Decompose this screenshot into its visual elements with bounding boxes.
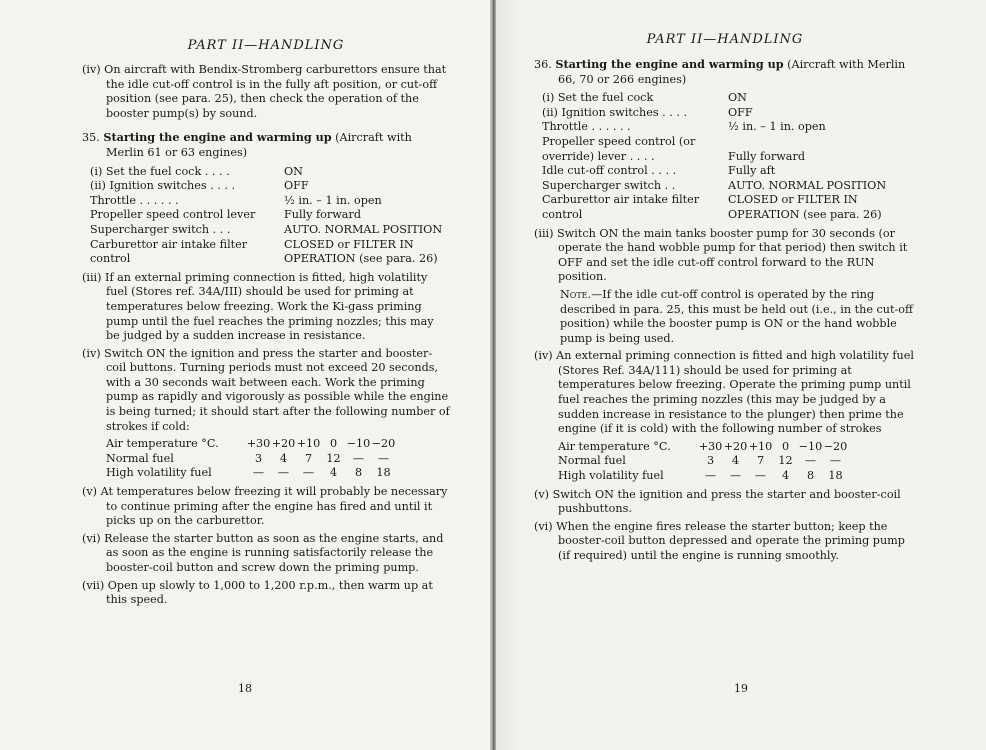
temp-cell: 0 [329, 437, 338, 451]
settings-row [82, 165, 450, 180]
temp-cell: −20 [823, 439, 848, 453]
strokes-header-label: Air temperature °C. [106, 437, 219, 451]
setting-value: CLOSED or FILTER IN OPERATION (see para. 26) [728, 193, 882, 221]
paragraph-v-ignition: (v) Switch ON the ignition and press the starter and booster-coil pushbuttons. [534, 487, 901, 516]
stroke-cell: 7 [756, 454, 765, 468]
settings-row [534, 164, 916, 179]
temp-cell: −20 [371, 437, 396, 451]
paragraph-vi-release: (vi) Release the starter button as soon as the engine starts, and as soon as the engine is running satisfactorily release the booster-coil button and screw down the priming pump. [82, 531, 444, 574]
page-number-right: 19 [734, 682, 748, 695]
setting-value: OFF [728, 105, 753, 119]
page-header-right: PART II—HANDLING [646, 32, 804, 47]
setting-label: Supercharger switch . . [542, 178, 676, 192]
stroke-cell: — [754, 469, 767, 483]
settings-row [82, 179, 450, 194]
note-paragraph [534, 288, 916, 346]
paragraph-iii-priming: (iii) If an external priming connection is fitted, high volatility fuel (Stores ref. 34A/III) should be used for priming at temperatures below freezing. Work the Ki-gass priming pump until the fuel reaches the priming nozzles; this may be judged by a sudden increase in resistance. [82, 270, 434, 343]
setting-label: Carburettor air intake filter control [90, 237, 248, 266]
stroke-cell: 7 [304, 451, 313, 465]
temp-cell: +20 [271, 437, 296, 451]
setting-value: OFF [284, 179, 309, 193]
stroke-cell: — [704, 469, 717, 483]
section-36-heading [534, 57, 916, 87]
setting-label: Throttle . . . . . . [90, 193, 179, 207]
setting-value: Fully forward [284, 208, 361, 222]
settings-row [82, 208, 450, 223]
section-36-subtitle: (Aircraft with Merlin 66, 70 or 266 engines) [558, 58, 906, 86]
stroke-cell: — [302, 466, 315, 480]
setting-value: ON [284, 164, 303, 178]
setting-value: AUTO. NORMAL POSITION [284, 222, 443, 236]
stroke-cell: 4 [781, 469, 790, 483]
settings-row [534, 135, 916, 164]
temp-cell: −10 [346, 437, 371, 451]
setting-label: (ii) Ignition switches . . . . [90, 179, 236, 193]
settings-row [534, 193, 916, 222]
stroke-cell: 3 [706, 454, 715, 468]
settings-row [82, 238, 450, 267]
setting-value: ½ in. – 1 in. open [284, 193, 382, 207]
strokes-high-row [106, 466, 396, 481]
stroke-cell: — [277, 466, 290, 480]
stroke-cell: — [729, 469, 742, 483]
stroke-cell: 18 [376, 466, 391, 480]
temp-cell: +30 [246, 437, 271, 451]
setting-label: Idle cut-off control . . . . [542, 164, 677, 178]
paragraph-iii-booster: (iii) Switch ON the main tanks booster pump for 30 seconds (or operate the hand wobble pump for that period) then switch it OFF and set the idle cut-off control forward to the RUN position. [534, 226, 908, 284]
stroke-cell: — [252, 466, 265, 480]
setting-value: ½ in. – 1 in. open [728, 120, 826, 134]
stroke-cell: 18 [828, 469, 843, 483]
temp-cell: +10 [296, 437, 321, 451]
stroke-cell: — [352, 451, 365, 465]
temp-cell: 0 [781, 439, 790, 453]
high-volatility-label: High volatility fuel [558, 469, 664, 483]
settings-row [82, 223, 450, 238]
settings-row [82, 194, 450, 209]
stroke-cell: 8 [354, 466, 363, 480]
strokes-normal-row [106, 452, 396, 467]
settings-table-right [534, 91, 916, 222]
setting-value: Fully aft [728, 164, 776, 178]
right-page [496, 0, 986, 750]
settings-row [534, 91, 916, 106]
section-35-title: Starting the engine and warming up [103, 130, 332, 145]
section-35-heading [82, 130, 450, 160]
strokes-header-row [558, 440, 848, 455]
strokes-header-label: Air temperature °C. [558, 439, 671, 453]
stroke-cell: 3 [254, 451, 263, 465]
stroke-cell: — [377, 451, 390, 465]
left-page [0, 0, 490, 750]
paragraph-iv-ignition: (iv) Switch ON the ignition and press the starter and booster-coil buttons. Turning periods must not exceed 20 seconds, with a 30 seconds wait between each. Work the priming pump as rapidly and vigorously as possible while the engine is being turned; it should start after the following number of strokes if cold: [82, 346, 450, 433]
setting-label: Propeller speed control (or override) lever . . . . [542, 134, 696, 163]
stroke-cell: — [829, 454, 842, 468]
setting-label: Throttle . . . . . . [542, 120, 631, 134]
stroke-cell: 12 [778, 454, 793, 468]
section-35-subtitle: (Aircraft with Merlin 61 or 63 engines) [106, 131, 412, 159]
setting-label: (i) Set the fuel cock [542, 91, 654, 105]
settings-row [534, 179, 916, 194]
temp-cell: +30 [698, 439, 723, 453]
setting-value: AUTO. NORMAL POSITION [728, 178, 887, 192]
note-label: Note. [560, 287, 592, 301]
temp-cell: +10 [748, 439, 773, 453]
stroke-cell: 4 [279, 451, 288, 465]
strokes-high-row [558, 469, 848, 484]
normal-fuel-label: Normal fuel [106, 451, 174, 465]
paragraph-v-freezing: (v) At temperatures below freezing it will probably be necessary to continue priming after the engine has fired and until it picks up on the carburettor. [82, 485, 448, 528]
section-35-number: 35. [82, 131, 100, 145]
paragraph-iv-bendix: (iv) On aircraft with Bendix-Stromberg carburettors ensure that the idle cut-off control is in the fully aft position, or cut-off position (see para. 25), then check the operation of the booster pump(s) by sound. [82, 63, 447, 120]
high-volatility-label: High volatility fuel [106, 466, 212, 480]
setting-label: Carburettor air intake filter control [542, 193, 700, 221]
gutter-shadow-right [496, 0, 520, 750]
settings-row [534, 106, 916, 121]
stroke-cell: 4 [731, 454, 740, 468]
priming-strokes-table-right [558, 440, 848, 484]
setting-label: Supercharger switch . . . [90, 222, 231, 236]
strokes-header-row [106, 437, 396, 452]
setting-label: (i) Set the fuel cock . . . . [90, 164, 230, 178]
stroke-cell: 4 [329, 466, 338, 480]
setting-value: Fully forward [728, 149, 805, 163]
stroke-cell: — [804, 454, 817, 468]
setting-value: ON [728, 91, 747, 105]
note-text: —If the idle cut-off control is operated by the ring described in para. 25, this must be held out (i.e., in the cut-off position) while the booster pump is ON or the hand wobble pump is being used. [560, 287, 913, 345]
normal-fuel-label: Normal fuel [558, 454, 626, 468]
temp-cell: +20 [723, 439, 748, 453]
paragraph-iv-external-priming: (iv) An external priming connection is fitted and high volatility fuel (Stores Ref. 34A/111) should be used for priming at temperatures below freezing. Operate the priming pump until fuel reaches the priming nozzles (this may be judged by a sudden increase in resistance to the plunger) then prime the engine (if it is cold) with the following number of strokes [534, 349, 914, 436]
settings-row [534, 120, 916, 135]
page-header-left: PART II—HANDLING [187, 38, 345, 53]
temp-cell: −10 [798, 439, 823, 453]
setting-label: Propeller speed control lever [90, 208, 256, 222]
stroke-cell: 8 [806, 469, 815, 483]
strokes-normal-row [558, 454, 848, 469]
section-36-title: Starting the engine and warming up [555, 57, 784, 71]
paragraph-vi-engine-fires: (vi) When the engine fires release the starter button; keep the booster-coil button depressed and operate the priming pump (if required) until the engine is running smoothly. [534, 519, 905, 562]
priming-strokes-table-left [106, 437, 396, 481]
section-36-number: 36. [534, 58, 552, 71]
paragraph-vii-open-up: (vii) Open up slowly to 1,000 to 1,200 r.p.m., then warm up at this speed. [82, 578, 433, 607]
setting-label: (ii) Ignition switches . . . . [542, 105, 688, 119]
page-number-left: 18 [238, 682, 252, 695]
stroke-cell: 12 [326, 451, 341, 465]
setting-value: CLOSED or FILTER IN OPERATION (see para. 26) [284, 237, 438, 266]
settings-table-left [82, 165, 450, 267]
